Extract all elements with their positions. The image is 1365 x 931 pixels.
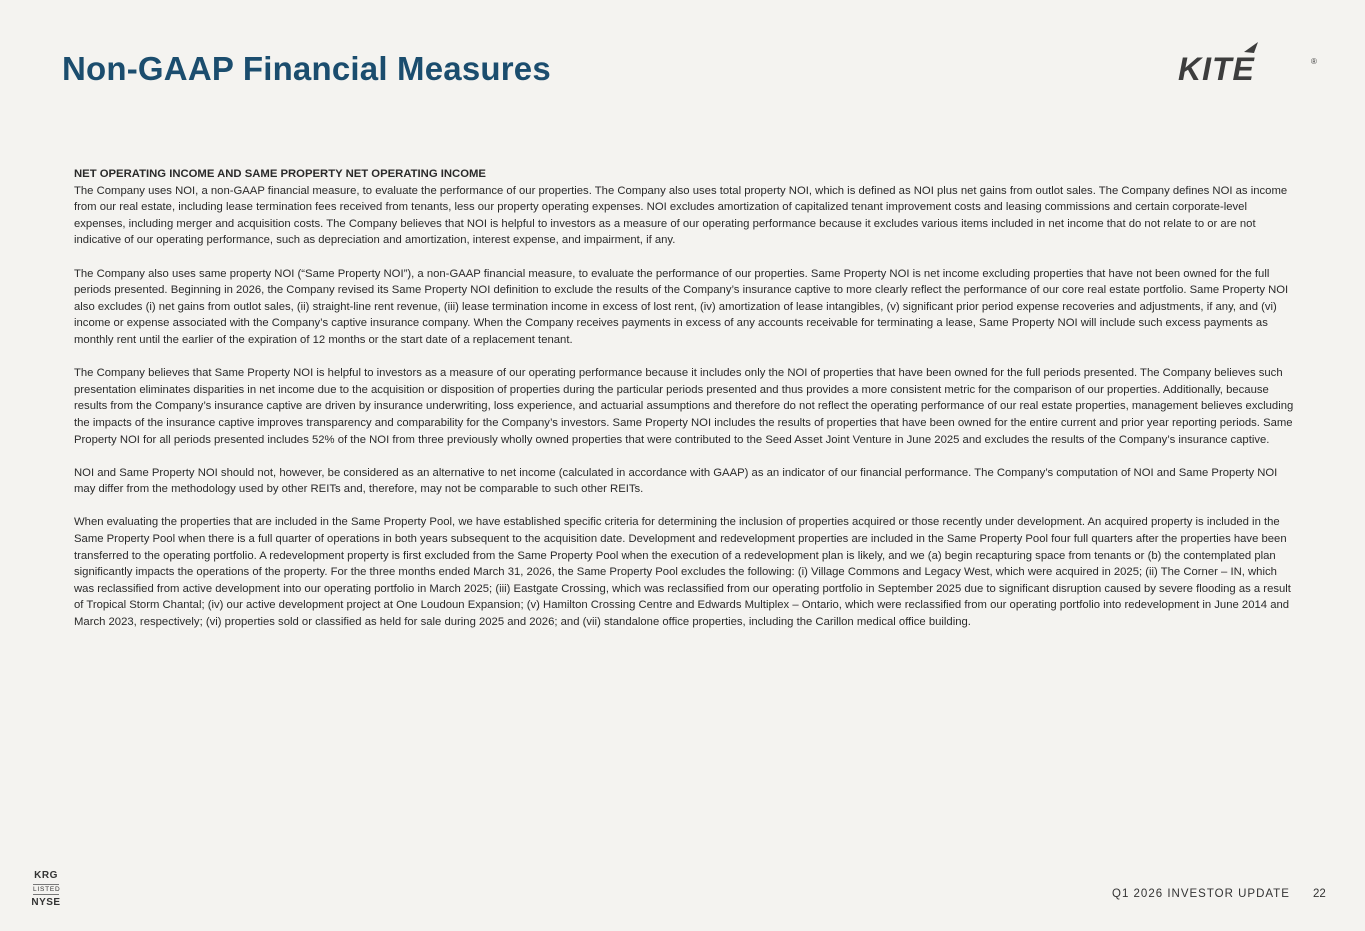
page-number: 22 bbox=[1313, 888, 1326, 900]
registered-mark: ® bbox=[1311, 57, 1317, 66]
paragraph-same-property-pool: When evaluating the properties that are included in the Same Property Pool, we have established specific criteria for determining the inclusion of properties acquired or those recently under development. An acquired property is included in the Same Property Pool when there is a full quarter of operations in both years subsequent to the acquisition date. Development and redevelopment properties are included in the Same Property Pool four full quarters after the properties have been transferred to the operating portfolio. A redevelopment property is first excluded from the Same Property Pool when the execution of a redevelopment plan is likely, and we (a) begin recapturing space from tenants or (b) the contemplated plan significantly impacts the operations of the property. For the three months ended March 31, 2026, the Same Property Pool excludes the following: (i) Village Commons and Legacy West, which were acquired in 2025; (ii) The Corner – IN, which was reclassified from active development into our operating portfolio in March 2025; (iii) Eastgate Crossing, which was reclassified from our operating portfolio in September 2025 due to significant disruption caused by severe flooding as a result of Tropical Storm Chantal; (iv) our active development project at One Loudoun Expansion; (v) Hamilton Crossing Centre and Edwards Multiplex – Ontario, which were reclassified from our operating portfolio into redevelopment in June 2014 and March 2023, respectively; (vi) properties sold or classified as held for sale during 2025 and 2026; and (vii) standalone office properties, including the Carillon medical office building. bbox=[74, 516, 1291, 629]
paragraph-helpfulness: The Company believes that Same Property NOI is helpful to investors as a measure of our operating performance because it includes only the NOI of properties that have been owned for the full periods presented. The Company believes such presentation eliminates disparities in net income due to the acquisition or disposition of properties during the particular periods presented and thus provides a more consistent metric for the comparison of our properties. Additionally, because results from the Company’s insurance captive are driven by insurance underwriting, loss experience, and actuarial assumptions and therefore do not reflect the operating performance of our real estate properties, management believes excluding the impacts of the insurance captive improves transparency and comparability for the Company’s investors. Same Property NOI includes the results of properties that have been owned for the entire current and prior year reporting periods. Same Property NOI for all periods presented includes 52% of the NOI from three previously wholly owned properties that were contributed to the Seed Asset Joint Venture in June 2025 and excludes the results of the Company’s insurance captive. bbox=[74, 367, 1294, 446]
paragraph-noi-definition: The Company uses NOI, a non-GAAP financial measure, to evaluate the performance of our properties. The Company also uses total property NOI, which is defined as NOI plus net gains from outlot sales. The Company defines NOI as income from our real estate, including lease termination fees received from tenants, less our property operating expenses. NOI excludes amortization of capitalized tenant improvement costs and leasing commissions and certain corporate-level expenses, including merger and acquisition costs. The Company believes that NOI is helpful to investors as a measure of our operating performance because it excludes various items included in net income that do not relate to or are not indicative of our operating performance, such as depreciation and amortization, interest expense, and impairment, if any. bbox=[74, 184, 1288, 247]
kite-logo bbox=[1176, 42, 1321, 84]
ticker-symbol: KRG bbox=[34, 870, 58, 881]
report-label: Q1 2026 INVESTOR UPDATE bbox=[1112, 888, 1290, 900]
kite-logo-mark bbox=[1176, 42, 1321, 84]
exchange-label: NYSE bbox=[31, 897, 61, 908]
logo-text: KITE bbox=[1178, 51, 1255, 84]
paragraph-same-property-noi: The Company also uses same property NOI (“Same Property NOI”), a non-GAAP financial measure, to evaluate the performance of our properties. Same Property NOI is net income excluding properties that have not been owned for the full periods presented. Beginning in 2026, the Company revised its Same Property NOI definition to exclude the results of the Company’s insurance captive to more clearly reflect the performance of our core real estate portfolio. Same Property NOI also excludes (i) net gains from outlot sales, (ii) straight-line rent revenue, (iii) lease termination income in excess of lost rent, (iv) amortization of lease intangibles, (v) significant prior period expense recoveries and adjustments, if any, and (vi) income or expense associated with the Company’s captive insurance company. When the Company receives payments in excess of any accounts receivable for terminating a lease, Same Property NOI will include such excess payments as monthly rent until the earlier of the expiration of 12 months or the start date of a replacement tenant. bbox=[74, 267, 1289, 346]
nyse-listed-badge bbox=[30, 870, 62, 909]
section-heading: NET OPERATING INCOME AND SAME PROPERTY NET OPERATING INCOME bbox=[74, 168, 486, 180]
body-content bbox=[74, 166, 1296, 631]
paragraph-alternative: NOI and Same Property NOI should not, however, be considered as an alternative to net income (calculated in accordance with GAAP) as an indicator of our financial performance. The Company’s computation of NOI and Same Property NOI may differ from the methodology used by other REITs and, therefore, may not be comparable to such other REITs. bbox=[74, 466, 1278, 496]
page-title: Non-GAAP Financial Measures bbox=[62, 50, 551, 87]
listed-label: LISTED bbox=[33, 886, 61, 893]
